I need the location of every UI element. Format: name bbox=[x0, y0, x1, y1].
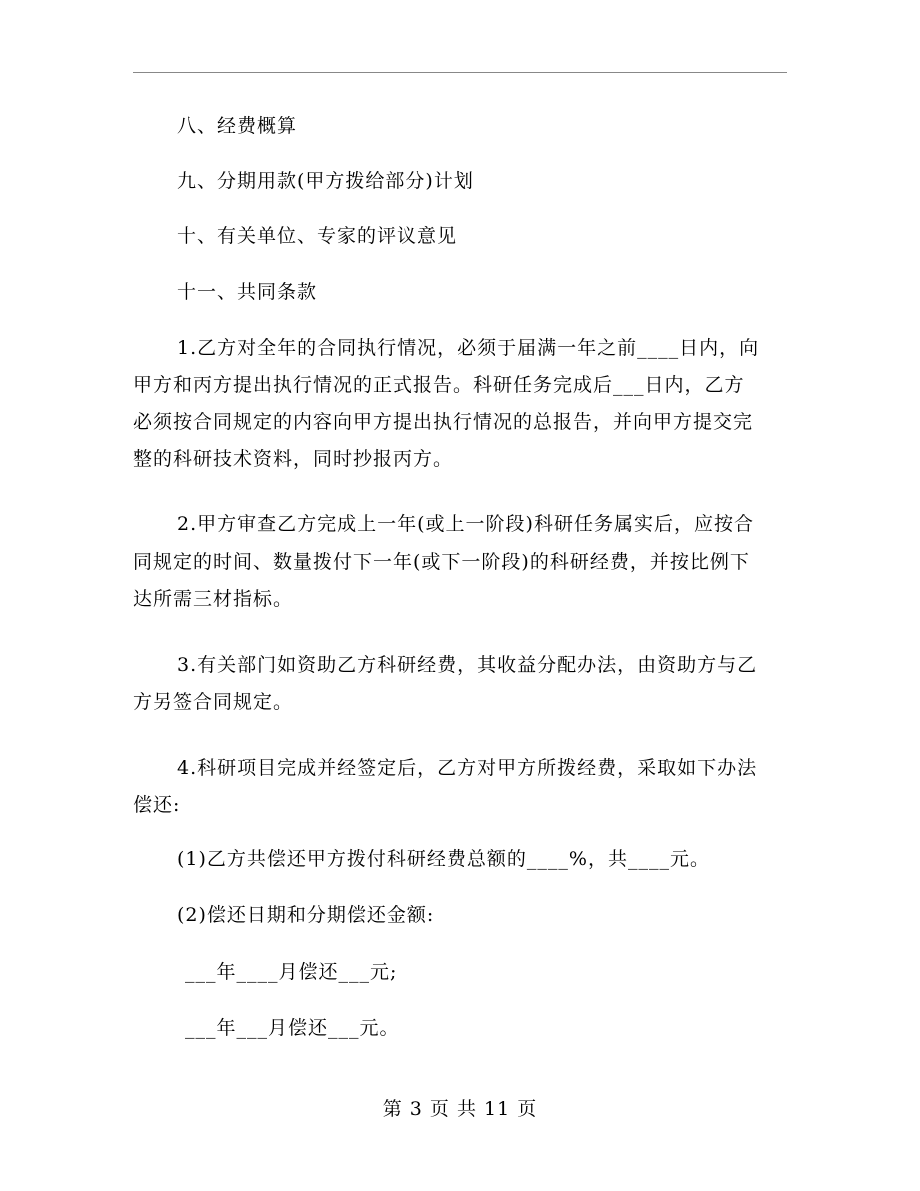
subclause-1: (1)乙方共偿还甲方拨付科研经费总额的____%，共____元。 bbox=[177, 848, 710, 870]
clause-2-line-3: 达所需三材指标。 bbox=[133, 588, 294, 610]
payment-line-1: ___年____月偿还___元; bbox=[185, 961, 398, 983]
clause-3-line-2: 方另签合同规定。 bbox=[133, 691, 294, 713]
page-number-footer: 第 3 页 共 11 页 bbox=[382, 1098, 538, 1120]
clause-2-line-2: 同规定的时间、数量拨付下一年(或下一阶段)的科研经费，并按比例下 bbox=[133, 551, 750, 573]
clause-1-line-1: 1.乙方对全年的合同执行情况，必须于届满一年之前____日内，向 bbox=[177, 337, 760, 359]
clause-1-line-3: 必须按合同规定的内容向甲方提出执行情况的总报告，并向甲方提交完 bbox=[133, 411, 754, 433]
payment-line-2: ___年___月偿还___元。 bbox=[185, 1017, 400, 1039]
heading-8: 八、经费概算 bbox=[177, 115, 298, 137]
heading-10: 十、有关单位、专家的评议意见 bbox=[177, 225, 458, 247]
clause-2-line-1: 2.甲方审查乙方完成上一年(或上一阶段)科研任务属实后，应按合 bbox=[177, 513, 754, 535]
clause-4-line-1: 4.科研项目完成并经签定后，乙方对甲方所拨经费，采取如下办法 bbox=[177, 757, 758, 779]
clause-1-line-4: 整的科研技术资料，同时抄报丙方。 bbox=[133, 448, 454, 470]
subclause-2: (2)偿还日期和分期偿还金额: bbox=[177, 904, 435, 926]
clause-1-line-2: 甲方和丙方提出执行情况的正式报告。科研任务完成后___日内，乙方 bbox=[133, 374, 745, 396]
clause-4-line-2: 偿还: bbox=[133, 794, 181, 816]
heading-9: 九、分期用款(甲方拨给部分)计划 bbox=[177, 170, 474, 192]
heading-11: 十一、共同条款 bbox=[177, 281, 318, 303]
clause-3-line-1: 3.有关部门如资助乙方科研经费，其收益分配办法，由资助方与乙 bbox=[177, 654, 758, 676]
header-rule bbox=[133, 72, 787, 73]
